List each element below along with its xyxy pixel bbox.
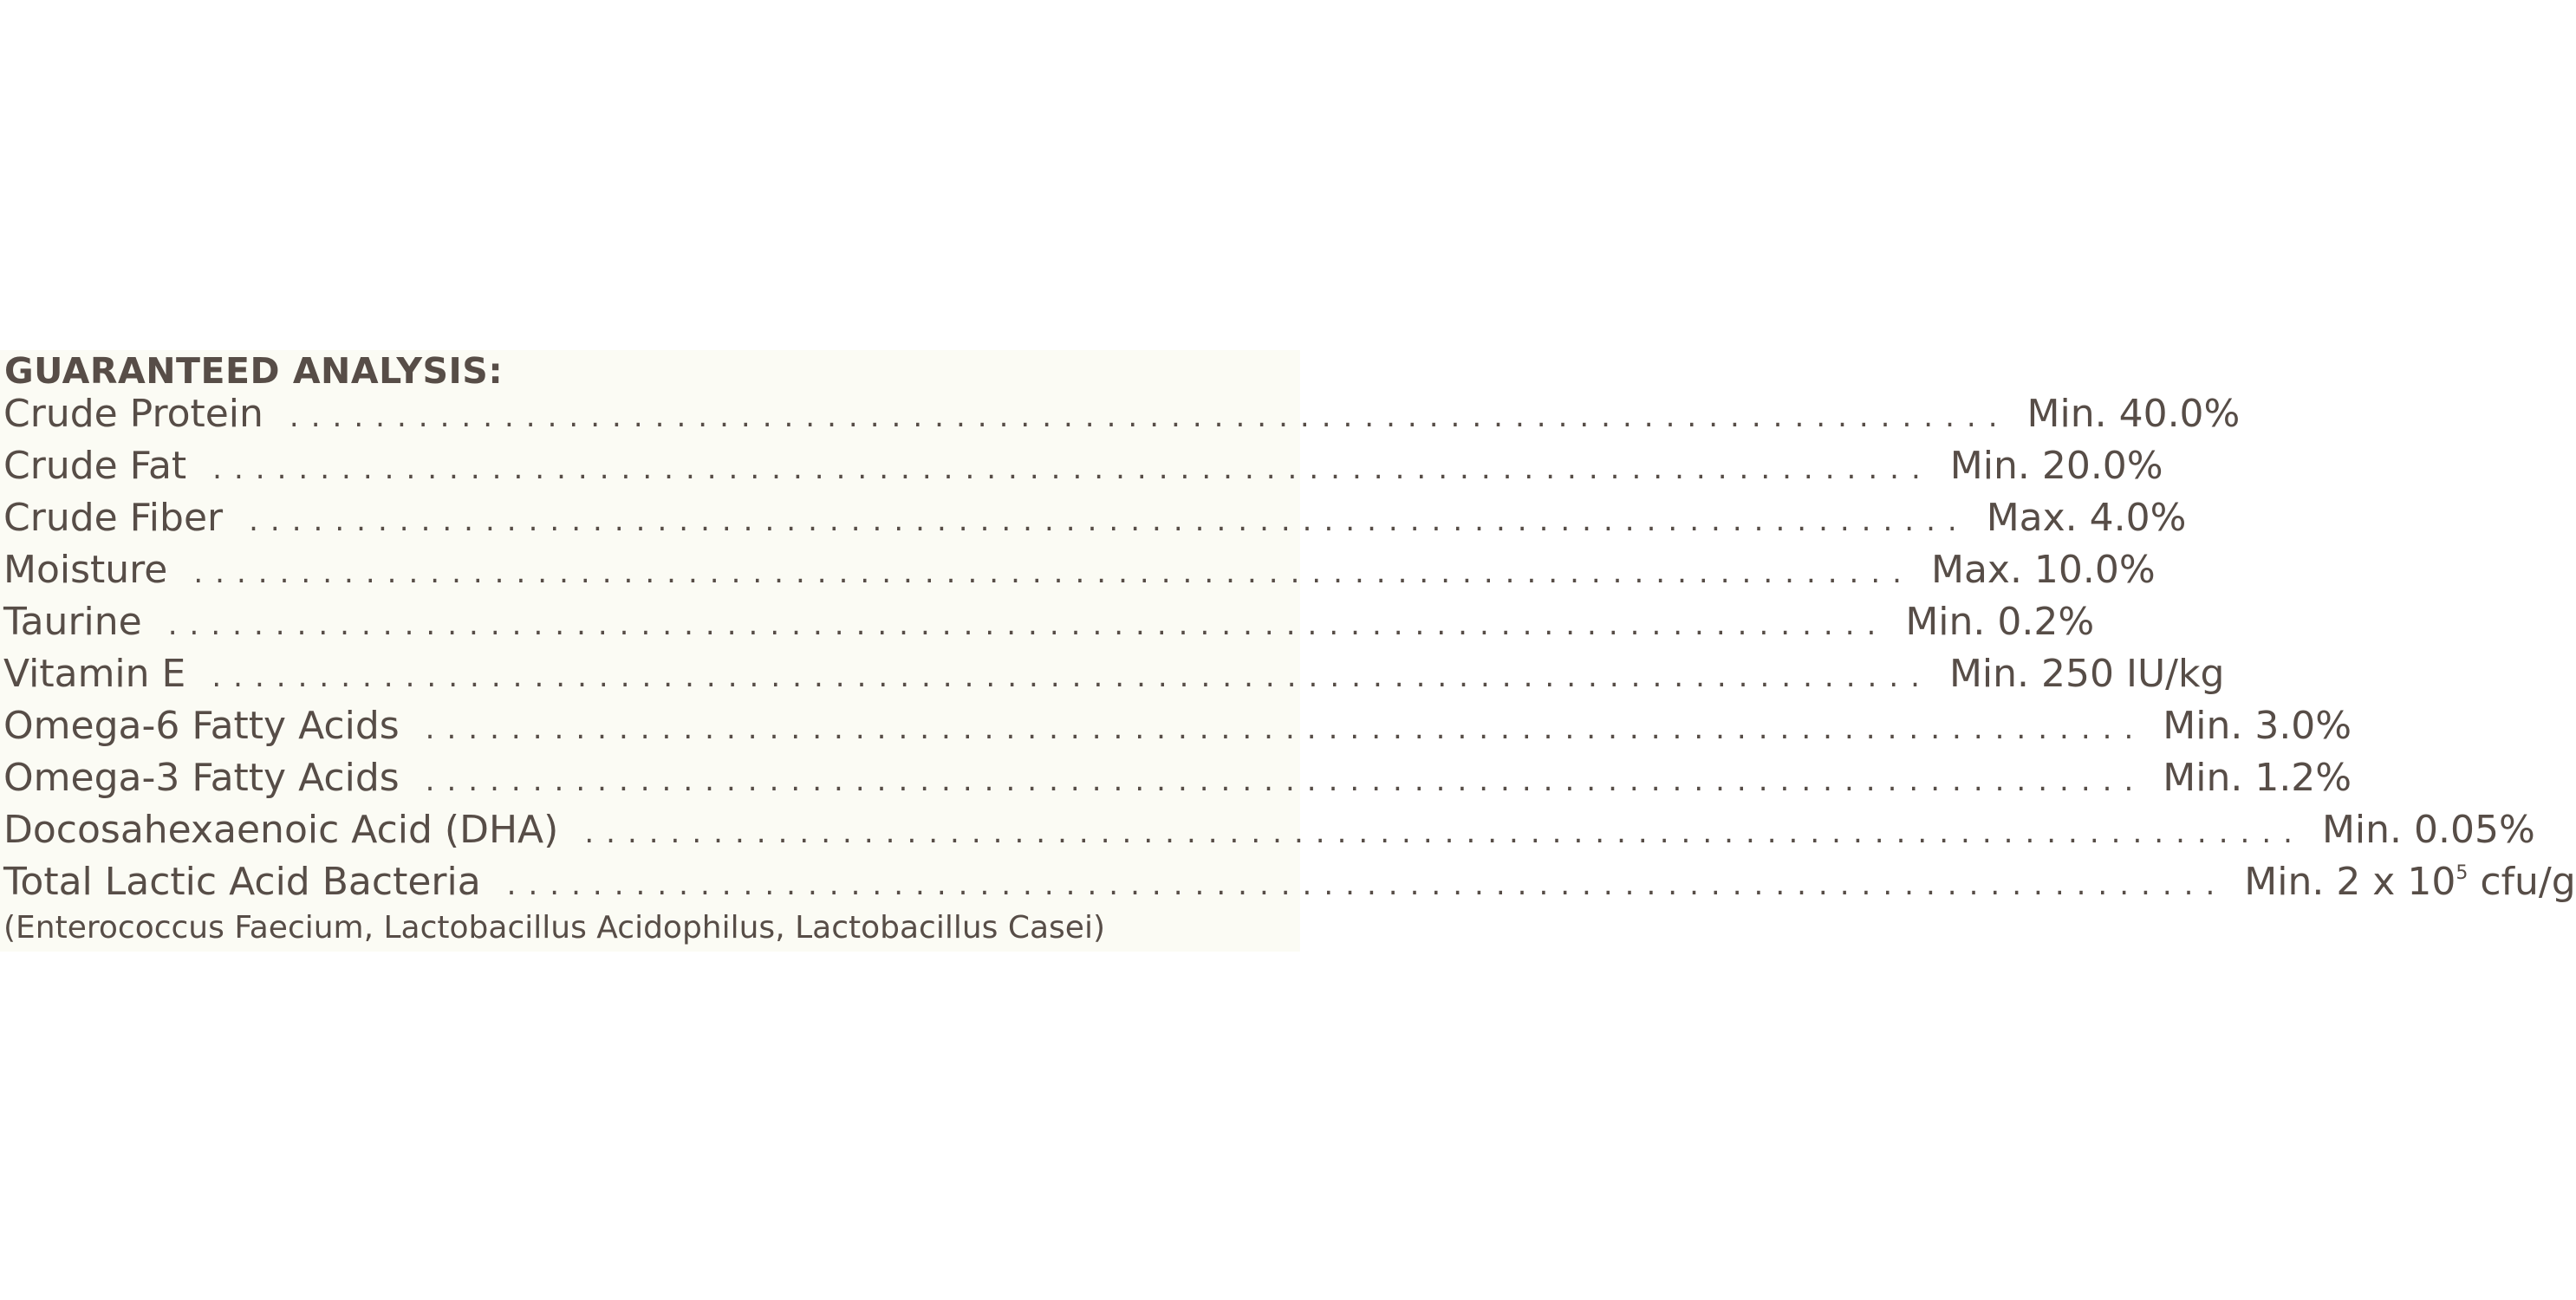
value-unit: cfu/g [2468, 860, 2576, 904]
nutrient-name: Omega-3 Fatty Acids [3, 756, 400, 800]
dot-leader: ................................................................................ [211, 660, 1932, 694]
analysis-row-vitamin-e [3, 652, 2225, 704]
analysis-row-omega-6 [3, 704, 2352, 756]
analysis-heading: GUARANTEED ANALYSIS: [4, 350, 504, 392]
dot-leader: ................................................................................ [289, 400, 2010, 434]
dot-leader: ................................................................................ [425, 764, 2146, 798]
nutrient-value: Min. 250 IU/kg [1948, 652, 2225, 696]
nutrient-name: Omega-6 Fatty Acids [3, 704, 400, 748]
nutrient-name: Moisture [3, 548, 168, 592]
nutrient-value: Min. 20.0% [1949, 444, 2163, 488]
nutrient-name: Vitamin E [3, 652, 186, 696]
nutrient-name: Crude Fat [3, 444, 187, 488]
nutrient-name: Crude Protein [3, 392, 263, 436]
dot-leader: ................................................................................ [212, 452, 1933, 486]
dot-leader: ................................................................................ [425, 712, 2146, 746]
nutrient-value: Min. 0.05% [2321, 808, 2535, 852]
value-base: Min. 2 x 10 [2244, 860, 2456, 904]
nutrient-value: Max. 10.0% [1930, 548, 2156, 592]
nutrient-name: Taurine [3, 600, 142, 644]
analysis-row-moisture [3, 548, 2156, 600]
dot-leader: ................................................................................ [249, 504, 1969, 538]
nutrient-value: Min. 3.0% [2163, 704, 2352, 748]
analysis-row-dha [3, 808, 2535, 860]
dot-leader: ................................................................................ [506, 868, 2228, 902]
nutrient-name: Total Lactic Acid Bacteria [3, 860, 481, 904]
nutrient-name: Docosahexaenoic Acid (DHA) [3, 808, 559, 852]
value-exponent: 5 [2456, 862, 2469, 884]
bacteria-strains-note: (Enterococcus Faecium, Lactobacillus Acidophilus, Lactobacillus Casei) [3, 910, 1106, 946]
analysis-row-crude-protein [3, 392, 2241, 444]
dot-leader: ................................................................................ [193, 556, 1914, 590]
nutrient-value: Max. 4.0% [1986, 496, 2187, 540]
dot-leader: ................................................................................ [167, 608, 1889, 642]
nutrient-value: Min. 40.0% [2026, 392, 2241, 436]
analysis-row-lactic-acid-bacteria [3, 860, 2576, 912]
nutrient-value [2244, 860, 2575, 904]
nutrient-name: Crude Fiber [3, 496, 224, 540]
dot-leader: ................................................................................ [584, 816, 2305, 850]
analysis-row-crude-fiber [3, 496, 2187, 548]
analysis-row-taurine [3, 600, 2095, 652]
nutrient-value: Min. 0.2% [1905, 600, 2095, 644]
nutrient-value: Min. 1.2% [2163, 756, 2352, 800]
analysis-row-omega-3 [3, 756, 2352, 808]
analysis-row-crude-fat [3, 444, 2163, 496]
guaranteed-analysis-panel [0, 350, 2576, 952]
